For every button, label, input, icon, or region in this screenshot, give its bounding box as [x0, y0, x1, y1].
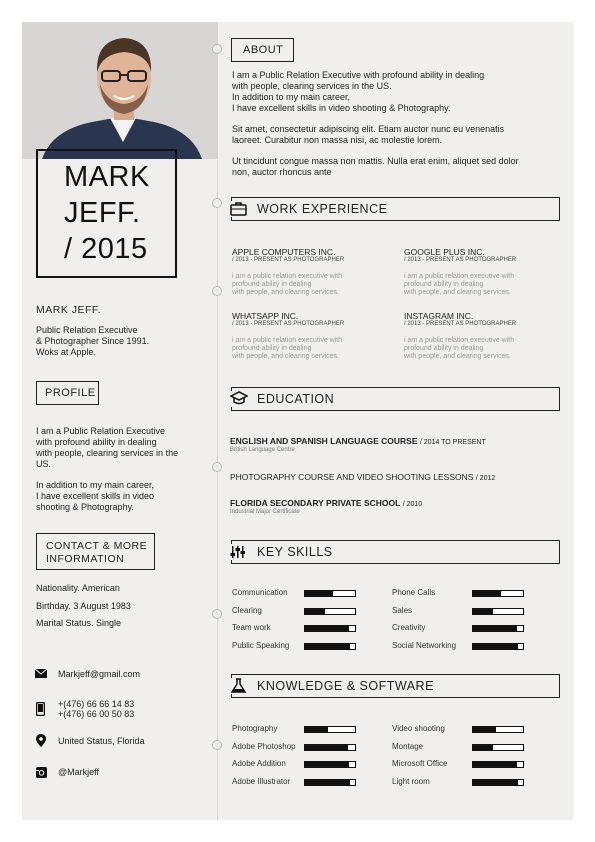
- skill-label: Team work: [232, 623, 271, 632]
- key-skills-label: KEY SKILLS: [257, 545, 333, 559]
- skill-level-bar: [472, 726, 524, 733]
- skill-level-fill: [305, 762, 349, 767]
- skill-label: Creativity: [392, 623, 426, 632]
- skill-level-fill: [305, 644, 350, 649]
- education-title: FLORIDA SECONDARY PRIVATE SCHOOL: [230, 498, 401, 508]
- person-name: MARK JEFF.: [36, 304, 102, 316]
- education-year: / 2010: [402, 501, 423, 508]
- about-heading-label: ABOUT: [243, 44, 284, 56]
- about-p3-line: non, auctor rhoncus ante: [232, 167, 332, 177]
- knowledge-software-label: KNOWLEDGE & SOFTWARE: [257, 679, 434, 693]
- about-p3-line: Ut tincidunt congue massa non mattis. Nulla erat enim, aliquet sed dolor: [232, 156, 519, 166]
- tagline-line-2: & Photographer Since 1991.: [36, 336, 150, 346]
- profile-text-line: shooting & Photography.: [36, 502, 134, 512]
- job-desc-line: with people, and clearing services.: [232, 353, 340, 360]
- skill-level-bar: [304, 726, 356, 733]
- job-desc-line: i am a public relation executive with: [404, 337, 515, 344]
- email-icon: [35, 669, 47, 678]
- job-desc-line: i am a public relation executive with: [404, 273, 515, 280]
- marital-label: Marital Status.: [36, 618, 94, 628]
- skill-label: Social Networking: [392, 640, 457, 650]
- key-skills-heading: [231, 540, 560, 564]
- birthday-row: [36, 601, 131, 612]
- instagram-icon: [36, 767, 47, 778]
- skill-level-bar: [304, 779, 356, 786]
- skill-level-fill: [473, 644, 518, 649]
- skill-level-fill: [305, 626, 349, 631]
- about-p1-line: with people, clearing services in the US.: [232, 81, 392, 91]
- profile-text-line: US.: [36, 459, 52, 469]
- skill-level-fill: [473, 609, 493, 614]
- name-line-year: / 2015: [64, 233, 148, 265]
- flask-icon: [230, 678, 248, 694]
- profile-text-line: I have excellent skills in video: [36, 491, 155, 501]
- profile-text-line: I am a Public Relation Executive: [36, 426, 166, 436]
- skill-label: Video shooting: [392, 724, 445, 733]
- timeline-arrow-icon: ›: [212, 740, 222, 750]
- skill-level-bar: [472, 625, 524, 632]
- skill-level-bar: [304, 625, 356, 632]
- about-p2-line: laoreet. Curabitur non massa nisi, ac molestie lorem.: [232, 135, 443, 145]
- birthday-value: 3 August 1983: [73, 601, 131, 611]
- timeline-dot: [212, 44, 222, 54]
- phone-number-2: +(476) 66 00 50 83: [58, 709, 135, 719]
- skill-level-fill: [473, 626, 517, 631]
- column-divider: [217, 22, 218, 820]
- skill-label: Sales: [392, 605, 413, 615]
- skill-level-bar: [472, 779, 524, 786]
- skill-label: Adobe Illustrator: [232, 776, 291, 786]
- contact-heading-line-1: CONTACT & MORE: [46, 540, 148, 552]
- profile-heading: [36, 381, 99, 405]
- about-p2-line: Sit amet, consectetur adipiscing elit. Etiam auctor nunc eu venenatis: [232, 124, 505, 134]
- work-experience-label: WORK EXPERIENCE: [257, 202, 388, 216]
- skill-level-fill: [305, 780, 350, 785]
- job-role: / 2013 - PRESENT AS PHOTOGRAPHER: [232, 257, 345, 263]
- knowledge-software-heading: [231, 674, 560, 698]
- marital-value: Single: [96, 618, 122, 628]
- email-link[interactable]: Markjeff@gmail.com: [58, 669, 140, 679]
- timeline-arrow-icon: ›: [212, 609, 222, 619]
- education-heading: [231, 387, 560, 411]
- skill-level-bar: [304, 744, 356, 751]
- skill-level-bar: [304, 643, 356, 650]
- job-role: / 2013 - PRESENT AS PHOTOGRAPHER: [404, 321, 517, 327]
- profile-text-line: with profound ability in dealing: [36, 437, 157, 447]
- job-desc-line: with people, and clearing services.: [404, 289, 512, 296]
- skill-level-bar: [472, 744, 524, 751]
- job-desc-line: profound ability in dealing: [232, 345, 312, 352]
- job-company: GOOGLE PLUS INC.: [404, 247, 485, 257]
- skill-label: Microsoft Office: [392, 759, 448, 768]
- location-pin-icon: [36, 734, 46, 747]
- skill-label: Public Speaking: [232, 640, 290, 650]
- name-year-box: [36, 149, 177, 278]
- skill-level-fill: [473, 591, 501, 596]
- education-year: / 2014 TO PRESENT: [419, 439, 486, 446]
- about-p1-line: I have excellent skills in video shooting & Photography.: [232, 103, 451, 113]
- profile-text-line: with people, clearing services in the: [36, 448, 179, 458]
- skill-label: Adobe Addition: [232, 759, 286, 768]
- name-line-last: JEFF.: [64, 197, 141, 229]
- job-desc-line: with people, and clearing services.: [232, 289, 340, 296]
- job-desc-line: i am a public relation executive with: [232, 273, 343, 280]
- education-item: [230, 436, 486, 446]
- instagram-handle[interactable]: @Markjeff: [58, 767, 99, 777]
- skill-label: Phone Calls: [392, 588, 436, 597]
- about-p1-line: I am a Public Relation Executive with profound ability in dealing: [232, 70, 485, 80]
- skill-level-bar: [472, 608, 524, 615]
- job-company: APPLE COMPUTERS INC.: [232, 247, 336, 257]
- skill-label: Light room: [392, 776, 430, 786]
- skill-label: Clearing: [232, 605, 262, 615]
- job-role: / 2013 - PRESENT AS PHOTOGRAPHER: [232, 321, 345, 327]
- job-desc-line: profound ability in dealing: [404, 345, 484, 352]
- skill-level-fill: [305, 745, 348, 750]
- profile-heading-label: PROFILE: [45, 387, 96, 399]
- sliders-icon: [230, 544, 248, 560]
- nationality-value: American: [81, 583, 120, 593]
- contact-heading-line-2: INFORMATION: [46, 553, 125, 565]
- skill-level-bar: [304, 590, 356, 597]
- skill-level-bar: [304, 761, 356, 768]
- nationality-label: Nationality.: [36, 583, 80, 593]
- phone-number-1: +(476) 66 66 14 83: [58, 699, 135, 709]
- job-company: INSTAGRAM INC.: [404, 311, 474, 321]
- skill-label: Photography: [232, 724, 278, 733]
- education-item: [230, 498, 422, 508]
- briefcase-icon: [230, 201, 248, 217]
- name-line-first: MARK: [64, 161, 150, 193]
- about-p1-line: In addition to my main career,: [232, 92, 351, 102]
- education-title: PHOTOGRAPHY COURSE AND VIDEO SHOOTING LESSONS: [230, 472, 474, 482]
- job-desc-line: profound ability in dealing: [404, 281, 484, 288]
- skill-label: Adobe Photoshop: [232, 741, 296, 751]
- skill-label: Montage: [392, 741, 424, 751]
- education-item: [230, 472, 495, 482]
- education-subtitle: Industrial Major Certificate: [230, 509, 300, 515]
- contact-heading: [36, 533, 155, 570]
- phone-icon: [36, 702, 45, 716]
- skill-label: Communication: [232, 588, 288, 597]
- nationality-row: [36, 583, 120, 594]
- skill-level-bar: [472, 590, 524, 597]
- job-desc-line: profound ability in dealing: [232, 281, 312, 288]
- education-year: / 2012: [475, 475, 496, 482]
- timeline-arrow-icon: ›: [212, 286, 222, 296]
- graduation-cap-icon: [230, 391, 248, 407]
- location-text: United Status, Florida: [58, 736, 145, 746]
- profile-photo: [22, 22, 217, 159]
- skill-level-bar: [472, 643, 524, 650]
- education-label: EDUCATION: [257, 392, 335, 406]
- education-title: ENGLISH AND SPANISH LANGUAGE COURSE: [230, 436, 418, 446]
- birthday-label: Birthday.: [36, 601, 71, 611]
- work-experience-heading: [231, 197, 560, 221]
- about-heading: [231, 38, 294, 62]
- job-desc-line: with people, and clearing services.: [404, 353, 512, 360]
- timeline-dot: [212, 198, 222, 208]
- tagline-line-1: Public Relation Executive: [36, 325, 138, 335]
- skill-level-fill: [473, 762, 517, 767]
- tagline-line-3: Woks at Apple.: [36, 347, 96, 357]
- skill-level-fill: [473, 745, 493, 750]
- job-company: WHATSAPP INC.: [232, 311, 299, 321]
- skill-level-fill: [305, 727, 328, 732]
- skill-level-fill: [305, 591, 333, 596]
- skill-level-fill: [473, 727, 496, 732]
- skill-level-fill: [473, 780, 518, 785]
- job-desc-line: i am a public relation executive with: [232, 337, 343, 344]
- job-role: / 2013 - PRESENT AS PHOTOGRAPHER: [404, 257, 517, 263]
- skill-level-fill: [305, 609, 325, 614]
- skill-level-bar: [472, 761, 524, 768]
- profile-text-line: In addition to my main career,: [36, 480, 155, 490]
- skill-level-bar: [304, 608, 356, 615]
- education-subtitle: British Language Centre: [230, 447, 295, 453]
- timeline-arrow-icon: ›: [212, 462, 222, 472]
- marital-row: [36, 618, 121, 629]
